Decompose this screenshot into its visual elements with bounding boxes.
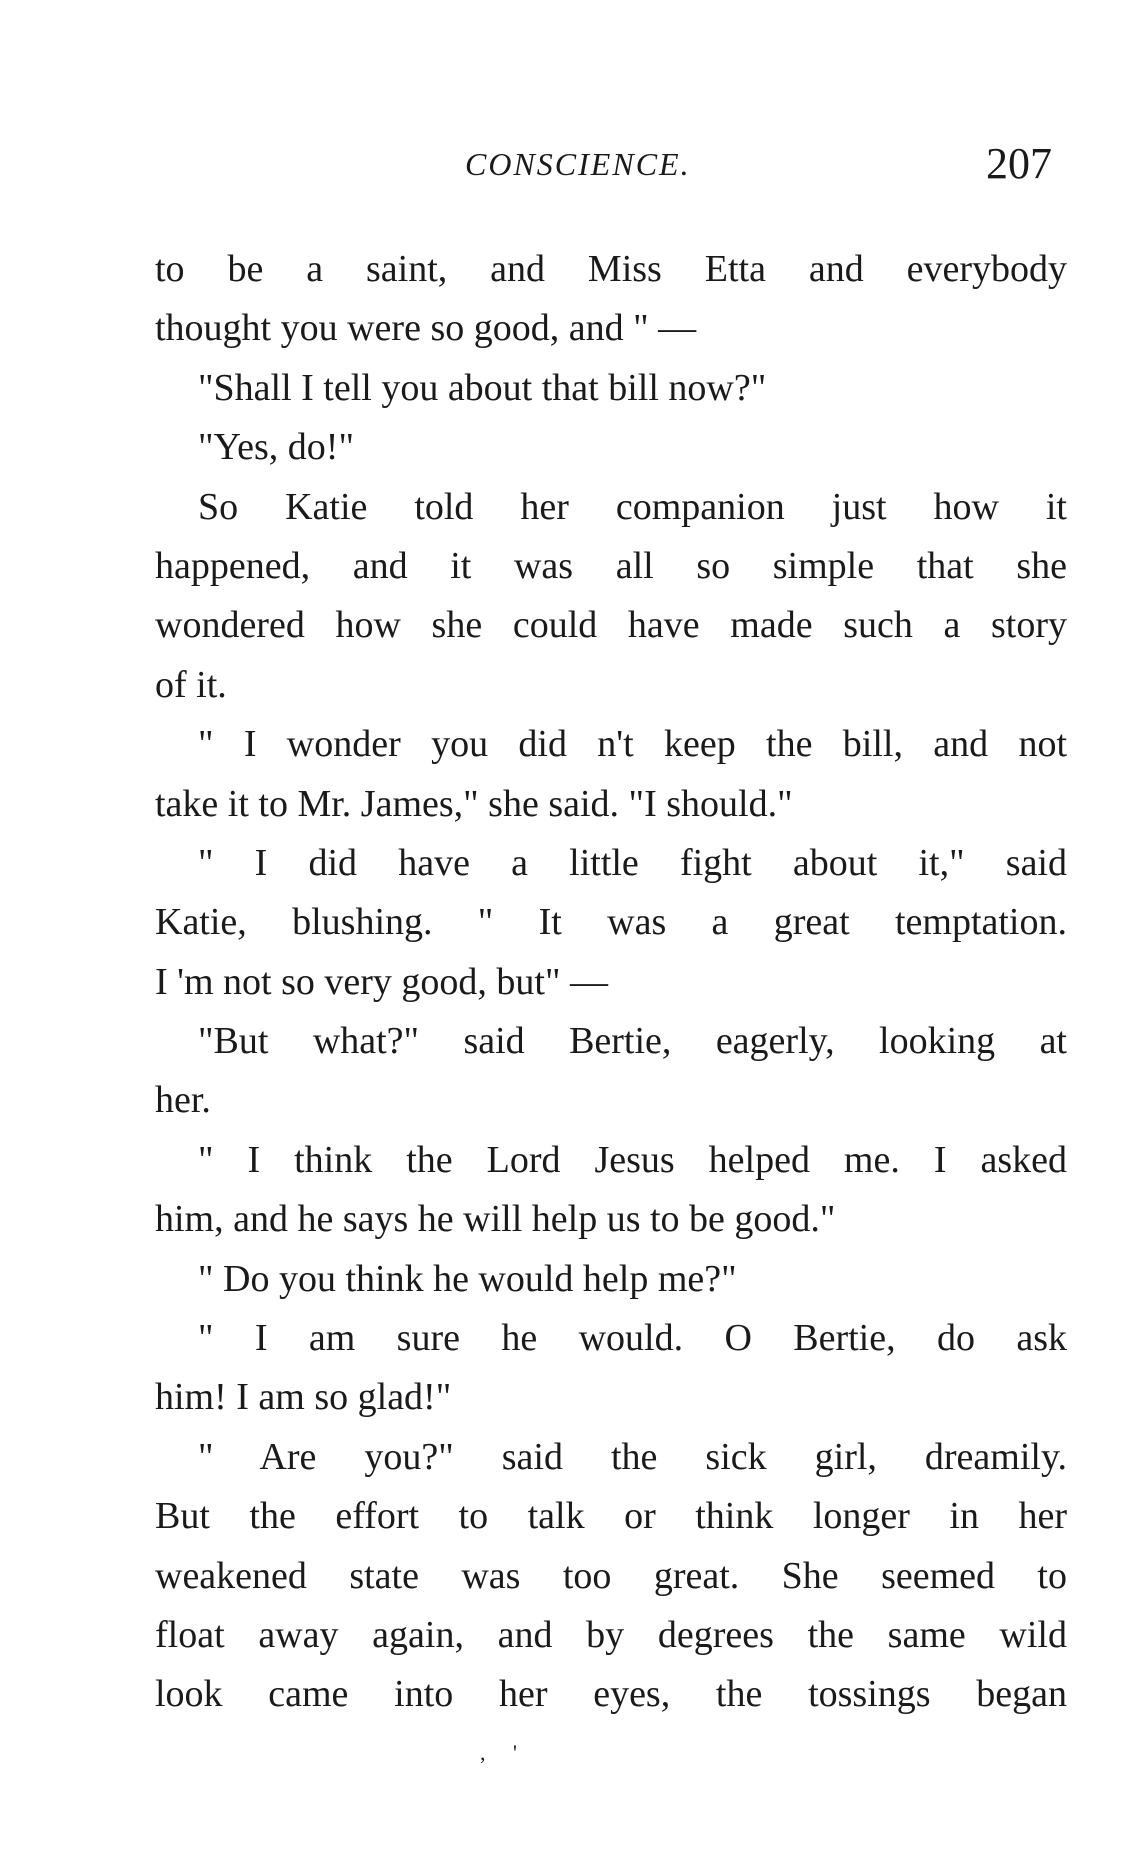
text-line: thought you were so good, and " — — [155, 307, 697, 350]
text-line: look came into her eyes, the tossings began — [155, 1673, 1067, 1716]
text-line: " I wonder you did n't keep the bill, and not — [198, 723, 1067, 766]
text-line: her. — [155, 1079, 211, 1122]
text-line: float away again, and by degrees the same wild — [155, 1613, 1067, 1656]
text-line: "Shall I tell you about that bill now?" — [198, 366, 767, 409]
text-line: him, and he says he will help us to be good." — [155, 1198, 836, 1241]
text-line: weakened state was too great. She seemed to — [155, 1554, 1067, 1597]
text-line: take it to Mr. James," she said. "I should." — [155, 782, 793, 825]
body-text — [155, 240, 1067, 1725]
text-line: " I did have a little fight about it," said — [198, 841, 1067, 884]
text-line: " I am sure he would. O Bertie, do ask — [198, 1317, 1067, 1360]
text-line: happened, and it was all so simple that she — [155, 544, 1067, 587]
running-title: CONSCIENCE. — [465, 146, 691, 182]
text-line: "Yes, do!" — [198, 426, 354, 469]
page-header — [150, 128, 1060, 198]
text-line: "But what?" said Bertie, eagerly, looking at — [198, 1020, 1067, 1063]
page-number: 207 — [986, 139, 1052, 188]
print-specks: , ' — [480, 1740, 517, 1765]
text-line: " I think the Lord Jesus helped me. I asked — [198, 1138, 1067, 1181]
text-line: wondered how she could have made such a story — [155, 604, 1067, 647]
text-line: But the effort to talk or think longer in her — [155, 1495, 1067, 1538]
text-line: I 'm not so very good, but" — — [155, 960, 608, 1003]
text-line: So Katie told her companion just how it — [198, 485, 1067, 528]
text-line: to be a saint, and Miss Etta and everybody — [155, 248, 1067, 290]
text-line: of it. — [155, 663, 227, 706]
text-line: " Do you think he would help me?" — [198, 1257, 737, 1300]
text-line: Katie, blushing. " It was a great temptation. — [155, 901, 1067, 944]
text-line: " Are you?" said the sick girl, dreamily. — [198, 1435, 1067, 1478]
text-line: him! I am so glad!" — [155, 1376, 452, 1419]
